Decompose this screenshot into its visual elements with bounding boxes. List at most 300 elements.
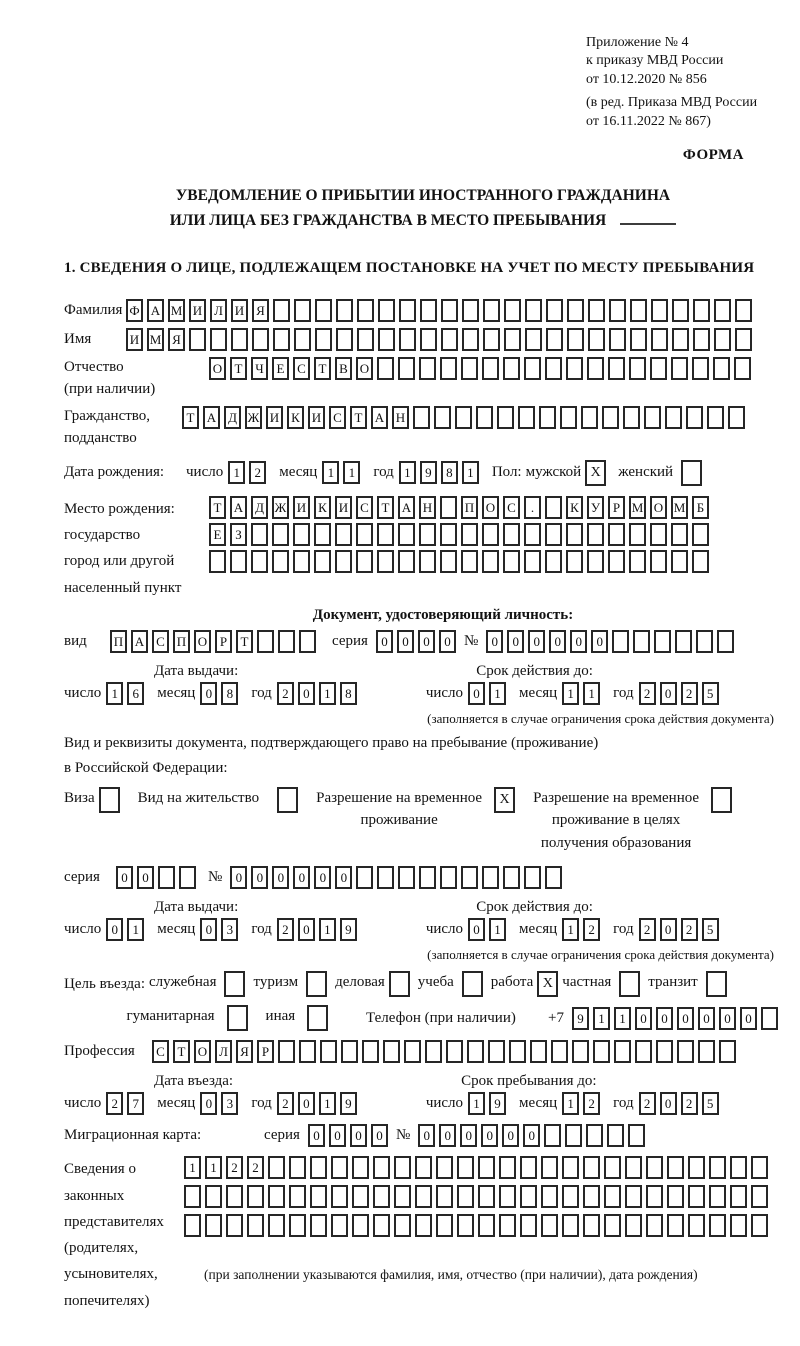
phone-cell[interactable]: 0 <box>677 1007 694 1030</box>
profession-cell[interactable] <box>572 1040 589 1063</box>
legal-reps-cell[interactable] <box>625 1214 642 1237</box>
purpose-private-checkbox[interactable] <box>619 971 640 997</box>
surname-cell[interactable]: Я <box>252 299 269 322</box>
doc-valid-year-cell[interactable]: 2 <box>681 682 698 705</box>
citizenship-cell[interactable]: Ж <box>245 406 262 429</box>
legal-reps-cell[interactable] <box>331 1156 348 1179</box>
res-valid-month-cell[interactable]: 2 <box>583 918 600 941</box>
legal-reps-cell[interactable] <box>352 1156 369 1179</box>
doc-type-cell[interactable]: С <box>152 630 169 653</box>
legal-reps-cell[interactable] <box>394 1156 411 1179</box>
birth-place-cell[interactable]: С <box>503 496 520 519</box>
legal-reps-cell[interactable] <box>688 1214 705 1237</box>
legal-reps-cell[interactable] <box>457 1214 474 1237</box>
birth-year-cell[interactable]: 1 <box>462 461 479 484</box>
profession-cell[interactable] <box>551 1040 568 1063</box>
surname-cell[interactable] <box>693 299 710 322</box>
citizenship-cell[interactable]: Т <box>350 406 367 429</box>
res-series-cell[interactable]: 0 <box>137 866 154 889</box>
entry-day-cell[interactable]: 7 <box>127 1092 144 1115</box>
phone-cell[interactable]: 0 <box>635 1007 652 1030</box>
profession-cell[interactable] <box>719 1040 736 1063</box>
doc-valid-day-cell[interactable]: 1 <box>489 682 506 705</box>
legal-reps-cell[interactable] <box>667 1156 684 1179</box>
surname-cell[interactable] <box>315 299 332 322</box>
res-number-cell[interactable] <box>461 866 478 889</box>
legal-reps-cell[interactable] <box>688 1185 705 1208</box>
citizenship-cell[interactable] <box>455 406 472 429</box>
profession-cell[interactable] <box>299 1040 316 1063</box>
purpose-transit-checkbox-cell[interactable] <box>706 971 727 997</box>
firstname-cell[interactable] <box>336 328 353 351</box>
birth-day-cell[interactable]: 2 <box>249 461 266 484</box>
firstname-cell[interactable]: Я <box>168 328 185 351</box>
birth-year-cell[interactable]: 8 <box>441 461 458 484</box>
purpose-official-checkbox-cell[interactable] <box>224 971 245 997</box>
doc-type-cell[interactable]: Т <box>236 630 253 653</box>
res-series-cell[interactable] <box>158 866 175 889</box>
purpose-other-checkbox[interactable] <box>307 1005 328 1031</box>
doc-issue-day-cell[interactable]: 1 <box>106 682 123 705</box>
legal-reps-cell[interactable] <box>394 1214 411 1237</box>
birth-place-cell[interactable] <box>293 523 310 546</box>
birth-place-cell[interactable] <box>440 550 457 573</box>
patronymic-cell[interactable]: С <box>293 357 310 380</box>
doc-issue-year-cell[interactable]: 8 <box>340 682 357 705</box>
birth-place-cell[interactable] <box>650 523 667 546</box>
patronymic-cell[interactable] <box>671 357 688 380</box>
birth-place-cell[interactable]: К <box>314 496 331 519</box>
legal-reps-cell[interactable] <box>646 1214 663 1237</box>
doc-number-cell[interactable] <box>654 630 671 653</box>
legal-reps-cell[interactable] <box>436 1185 453 1208</box>
residence-permit-checkbox-cell[interactable] <box>277 787 298 813</box>
legal-reps-cell[interactable] <box>289 1185 306 1208</box>
birth-place-cell[interactable] <box>608 523 625 546</box>
res-number-cell[interactable] <box>503 866 520 889</box>
birth-place-cell[interactable] <box>524 523 541 546</box>
citizenship-cell[interactable]: А <box>203 406 220 429</box>
migration-number-cell[interactable] <box>607 1124 624 1147</box>
legal-reps-cell[interactable] <box>331 1214 348 1237</box>
profession-cell[interactable] <box>677 1040 694 1063</box>
legal-reps-cell[interactable] <box>562 1185 579 1208</box>
firstname-cell[interactable] <box>651 328 668 351</box>
migration-number-cell[interactable]: 0 <box>460 1124 477 1147</box>
patronymic-cell[interactable]: Т <box>230 357 247 380</box>
legal-reps-cell[interactable] <box>583 1214 600 1237</box>
birth-place-cell[interactable]: С <box>356 496 373 519</box>
doc-type-cell[interactable] <box>278 630 295 653</box>
legal-reps-cell[interactable] <box>730 1214 747 1237</box>
firstname-cell[interactable] <box>189 328 206 351</box>
patronymic-cell[interactable] <box>398 357 415 380</box>
purpose-tourism-checkbox-cell[interactable] <box>306 971 327 997</box>
legal-reps-cell[interactable] <box>268 1156 285 1179</box>
patronymic-cell[interactable] <box>734 357 751 380</box>
doc-number-cell[interactable]: 0 <box>507 630 524 653</box>
migration-number-cell[interactable] <box>544 1124 561 1147</box>
patronymic-cell[interactable] <box>692 357 709 380</box>
surname-cell[interactable] <box>567 299 584 322</box>
birth-place-cell[interactable] <box>461 523 478 546</box>
citizenship-cell[interactable]: А <box>371 406 388 429</box>
firstname-cell[interactable] <box>357 328 374 351</box>
surname-cell[interactable]: Л <box>210 299 227 322</box>
profession-cell[interactable] <box>614 1040 631 1063</box>
doc-number-cell[interactable]: 0 <box>570 630 587 653</box>
legal-reps-cell[interactable]: 1 <box>205 1156 222 1179</box>
patronymic-cell[interactable]: Ч <box>251 357 268 380</box>
legal-reps-cell[interactable] <box>268 1214 285 1237</box>
stay-year-cell[interactable]: 2 <box>639 1092 656 1115</box>
citizenship-cell[interactable] <box>497 406 514 429</box>
birth-month-cell[interactable]: 1 <box>343 461 360 484</box>
entry-year-cell[interactable]: 2 <box>277 1092 294 1115</box>
patronymic-cell[interactable] <box>587 357 604 380</box>
birth-place-cell[interactable]: З <box>230 523 247 546</box>
birth-place-cell[interactable] <box>272 550 289 573</box>
legal-reps-cell[interactable] <box>478 1185 495 1208</box>
birth-place-cell[interactable] <box>545 496 562 519</box>
profession-cell[interactable] <box>404 1040 421 1063</box>
firstname-cell[interactable] <box>399 328 416 351</box>
birth-place-cell[interactable] <box>629 523 646 546</box>
patronymic-cell[interactable] <box>650 357 667 380</box>
res-number-cell[interactable] <box>377 866 394 889</box>
citizenship-cell[interactable] <box>728 406 745 429</box>
doc-type-cell[interactable]: О <box>194 630 211 653</box>
patronymic-cell[interactable] <box>545 357 562 380</box>
surname-cell[interactable] <box>672 299 689 322</box>
legal-reps-cell[interactable] <box>415 1156 432 1179</box>
birth-place-cell[interactable]: А <box>398 496 415 519</box>
doc-valid-year-cell[interactable]: 0 <box>660 682 677 705</box>
legal-reps-cell[interactable] <box>184 1214 201 1237</box>
firstname-cell[interactable] <box>609 328 626 351</box>
surname-cell[interactable] <box>525 299 542 322</box>
firstname-cell[interactable] <box>546 328 563 351</box>
res-valid-day-cell[interactable]: 1 <box>489 918 506 941</box>
citizenship-cell[interactable]: Д <box>224 406 241 429</box>
profession-cell[interactable] <box>593 1040 610 1063</box>
birth-place-cell[interactable] <box>482 550 499 573</box>
legal-reps-cell[interactable] <box>373 1156 390 1179</box>
profession-cell[interactable]: Л <box>215 1040 232 1063</box>
legal-reps-cell[interactable] <box>226 1214 243 1237</box>
legal-reps-cell[interactable] <box>604 1214 621 1237</box>
doc-issue-month-cell[interactable]: 8 <box>221 682 238 705</box>
surname-cell[interactable] <box>273 299 290 322</box>
birth-place-cell[interactable] <box>503 523 520 546</box>
entry-day-cell[interactable]: 2 <box>106 1092 123 1115</box>
legal-reps-cell[interactable] <box>352 1214 369 1237</box>
legal-reps-cell[interactable] <box>457 1156 474 1179</box>
doc-issue-day-cell[interactable]: 6 <box>127 682 144 705</box>
doc-series-cell[interactable]: 0 <box>397 630 414 653</box>
profession-cell[interactable] <box>467 1040 484 1063</box>
firstname-cell[interactable] <box>525 328 542 351</box>
purpose-tourism-checkbox[interactable] <box>306 971 327 997</box>
legal-reps-cell[interactable] <box>604 1156 621 1179</box>
birth-place-cell[interactable]: М <box>671 496 688 519</box>
visa-checkbox[interactable] <box>99 787 120 813</box>
firstname-cell[interactable] <box>504 328 521 351</box>
citizenship-cell[interactable] <box>476 406 493 429</box>
residence-permit-checkbox[interactable] <box>277 787 298 813</box>
legal-reps-cell[interactable] <box>352 1185 369 1208</box>
citizenship-cell[interactable] <box>581 406 598 429</box>
res-number-cell[interactable] <box>419 866 436 889</box>
profession-cell[interactable] <box>446 1040 463 1063</box>
surname-cell[interactable] <box>588 299 605 322</box>
patronymic-cell[interactable] <box>713 357 730 380</box>
visa-checkbox-cell[interactable] <box>99 787 120 813</box>
migration-number-cell[interactable] <box>586 1124 603 1147</box>
profession-cell[interactable]: Я <box>236 1040 253 1063</box>
doc-valid-year-cell[interactable]: 5 <box>702 682 719 705</box>
temp-residence-checkbox-cell[interactable]: X <box>494 787 515 813</box>
doc-issue-year-cell[interactable]: 2 <box>277 682 294 705</box>
legal-reps-cell[interactable] <box>457 1185 474 1208</box>
legal-reps-cell[interactable] <box>373 1185 390 1208</box>
birth-place-cell[interactable] <box>356 523 373 546</box>
legal-reps-cell[interactable] <box>373 1214 390 1237</box>
patronymic-cell[interactable] <box>461 357 478 380</box>
entry-month-cell[interactable]: 0 <box>200 1092 217 1115</box>
res-issue-year-cell[interactable]: 9 <box>340 918 357 941</box>
purpose-humanitarian-checkbox[interactable] <box>227 1005 248 1031</box>
firstname-cell[interactable] <box>273 328 290 351</box>
phone-cell[interactable]: 0 <box>698 1007 715 1030</box>
profession-cell[interactable]: О <box>194 1040 211 1063</box>
legal-reps-cell[interactable] <box>541 1156 558 1179</box>
legal-reps-cell[interactable] <box>667 1185 684 1208</box>
migration-number-cell[interactable] <box>628 1124 645 1147</box>
firstname-cell[interactable] <box>252 328 269 351</box>
firstname-cell[interactable] <box>672 328 689 351</box>
doc-series-cell[interactable]: 0 <box>418 630 435 653</box>
firstname-cell[interactable] <box>210 328 227 351</box>
firstname-cell[interactable]: М <box>147 328 164 351</box>
doc-issue-year-cell[interactable]: 0 <box>298 682 315 705</box>
legal-reps-cell[interactable] <box>205 1185 222 1208</box>
birth-place-cell[interactable] <box>692 523 709 546</box>
legal-reps-cell[interactable] <box>688 1156 705 1179</box>
migration-series-cell[interactable]: 0 <box>308 1124 325 1147</box>
doc-series-cell[interactable]: 0 <box>376 630 393 653</box>
citizenship-cell[interactable] <box>560 406 577 429</box>
citizenship-cell[interactable] <box>686 406 703 429</box>
stay-month-cell[interactable]: 2 <box>583 1092 600 1115</box>
citizenship-cell[interactable] <box>518 406 535 429</box>
birth-place-cell[interactable]: М <box>629 496 646 519</box>
legal-reps-cell[interactable] <box>604 1185 621 1208</box>
birth-place-cell[interactable] <box>608 550 625 573</box>
legal-reps-cell[interactable] <box>562 1214 579 1237</box>
legal-reps-cell[interactable] <box>499 1185 516 1208</box>
migration-series-cell[interactable]: 0 <box>350 1124 367 1147</box>
doc-number-cell[interactable] <box>612 630 629 653</box>
doc-number-cell[interactable]: 0 <box>549 630 566 653</box>
purpose-private-checkbox-cell[interactable] <box>619 971 640 997</box>
res-number-cell[interactable] <box>545 866 562 889</box>
firstname-cell[interactable] <box>693 328 710 351</box>
legal-reps-cell[interactable] <box>478 1214 495 1237</box>
res-valid-month-cell[interactable]: 1 <box>562 918 579 941</box>
phone-cell[interactable] <box>761 1007 778 1030</box>
birth-place-cell[interactable] <box>272 523 289 546</box>
birth-place-cell[interactable] <box>377 523 394 546</box>
surname-cell[interactable] <box>336 299 353 322</box>
doc-number-cell[interactable]: 0 <box>528 630 545 653</box>
surname-cell[interactable] <box>546 299 563 322</box>
legal-reps-cell[interactable] <box>499 1214 516 1237</box>
birth-place-cell[interactable] <box>398 550 415 573</box>
legal-reps-cell[interactable] <box>415 1214 432 1237</box>
legal-reps-cell[interactable] <box>415 1185 432 1208</box>
profession-cell[interactable] <box>341 1040 358 1063</box>
legal-reps-cell[interactable] <box>583 1156 600 1179</box>
doc-type-cell[interactable]: Р <box>215 630 232 653</box>
res-issue-month-cell[interactable]: 0 <box>200 918 217 941</box>
legal-reps-cell[interactable] <box>394 1185 411 1208</box>
res-issue-month-cell[interactable]: 3 <box>221 918 238 941</box>
surname-cell[interactable] <box>714 299 731 322</box>
purpose-official-checkbox[interactable] <box>224 971 245 997</box>
birth-place-cell[interactable] <box>356 550 373 573</box>
res-valid-year-cell[interactable]: 2 <box>681 918 698 941</box>
res-number-cell[interactable]: 0 <box>251 866 268 889</box>
birth-place-cell[interactable] <box>482 523 499 546</box>
birth-year-cell[interactable]: 1 <box>399 461 416 484</box>
firstname-cell[interactable] <box>483 328 500 351</box>
surname-cell[interactable]: Ф <box>126 299 143 322</box>
doc-type-cell[interactable] <box>257 630 274 653</box>
firstname-cell[interactable] <box>378 328 395 351</box>
purpose-transit-checkbox[interactable] <box>706 971 727 997</box>
birth-place-cell[interactable] <box>566 550 583 573</box>
res-number-cell[interactable]: 0 <box>335 866 352 889</box>
birth-place-cell[interactable] <box>419 523 436 546</box>
patronymic-cell[interactable]: О <box>209 357 226 380</box>
migration-number-cell[interactable]: 0 <box>502 1124 519 1147</box>
purpose-humanitarian-checkbox-cell[interactable] <box>227 1005 248 1031</box>
entry-year-cell[interactable]: 0 <box>298 1092 315 1115</box>
profession-cell[interactable] <box>278 1040 295 1063</box>
birth-place-cell[interactable] <box>314 523 331 546</box>
profession-cell[interactable] <box>362 1040 379 1063</box>
res-number-cell[interactable]: 0 <box>314 866 331 889</box>
citizenship-cell[interactable] <box>707 406 724 429</box>
legal-reps-cell[interactable] <box>646 1185 663 1208</box>
legal-reps-cell[interactable] <box>226 1185 243 1208</box>
profession-cell[interactable] <box>698 1040 715 1063</box>
surname-cell[interactable] <box>651 299 668 322</box>
birth-place-cell[interactable] <box>692 550 709 573</box>
doc-type-cell[interactable]: П <box>173 630 190 653</box>
birth-place-cell[interactable] <box>377 550 394 573</box>
patronymic-cell[interactable] <box>629 357 646 380</box>
legal-reps-cell[interactable] <box>436 1214 453 1237</box>
birth-place-cell[interactable] <box>251 523 268 546</box>
legal-reps-cell[interactable] <box>751 1214 768 1237</box>
res-number-cell[interactable]: 0 <box>230 866 247 889</box>
entry-year-cell[interactable]: 1 <box>319 1092 336 1115</box>
patronymic-cell[interactable] <box>482 357 499 380</box>
birth-year-cell[interactable]: 9 <box>420 461 437 484</box>
legal-reps-cell[interactable] <box>646 1156 663 1179</box>
citizenship-cell[interactable]: К <box>287 406 304 429</box>
birth-place-cell[interactable]: П <box>461 496 478 519</box>
res-series-cell[interactable] <box>179 866 196 889</box>
doc-number-cell[interactable] <box>633 630 650 653</box>
firstname-cell[interactable] <box>420 328 437 351</box>
stay-month-cell[interactable]: 1 <box>562 1092 579 1115</box>
legal-reps-cell[interactable] <box>730 1185 747 1208</box>
res-issue-year-cell[interactable]: 1 <box>319 918 336 941</box>
birth-place-cell[interactable] <box>566 523 583 546</box>
sex-male-checkbox[interactable] <box>585 460 606 486</box>
profession-cell[interactable] <box>635 1040 652 1063</box>
patronymic-cell[interactable]: В <box>335 357 352 380</box>
birth-place-cell[interactable] <box>503 550 520 573</box>
surname-cell[interactable] <box>462 299 479 322</box>
legal-reps-cell[interactable] <box>667 1214 684 1237</box>
doc-number-cell[interactable] <box>675 630 692 653</box>
phone-cell[interactable]: 1 <box>614 1007 631 1030</box>
purpose-study-checkbox[interactable] <box>462 971 483 997</box>
patronymic-cell[interactable] <box>608 357 625 380</box>
birth-place-cell[interactable]: Е <box>209 523 226 546</box>
birth-place-cell[interactable]: Т <box>377 496 394 519</box>
doc-number-cell[interactable]: 0 <box>486 630 503 653</box>
surname-cell[interactable] <box>294 299 311 322</box>
purpose-business-checkbox[interactable] <box>389 971 410 997</box>
surname-cell[interactable] <box>735 299 752 322</box>
firstname-cell[interactable] <box>588 328 605 351</box>
purpose-work-checkbox[interactable] <box>537 971 558 997</box>
citizenship-cell[interactable] <box>434 406 451 429</box>
res-valid-year-cell[interactable]: 5 <box>702 918 719 941</box>
patronymic-cell[interactable]: Е <box>272 357 289 380</box>
legal-reps-cell[interactable] <box>730 1156 747 1179</box>
legal-reps-cell[interactable] <box>541 1185 558 1208</box>
legal-reps-cell[interactable] <box>331 1185 348 1208</box>
legal-reps-cell[interactable] <box>247 1214 264 1237</box>
surname-cell[interactable] <box>399 299 416 322</box>
res-valid-day-cell[interactable]: 0 <box>468 918 485 941</box>
birth-place-cell[interactable]: Т <box>209 496 226 519</box>
birth-place-cell[interactable] <box>440 523 457 546</box>
profession-cell[interactable]: С <box>152 1040 169 1063</box>
patronymic-cell[interactable] <box>503 357 520 380</box>
doc-type-cell[interactable] <box>299 630 316 653</box>
citizenship-cell[interactable] <box>602 406 619 429</box>
doc-series-cell[interactable]: 0 <box>439 630 456 653</box>
patronymic-cell[interactable] <box>377 357 394 380</box>
doc-type-cell[interactable]: П <box>110 630 127 653</box>
birth-place-cell[interactable] <box>419 550 436 573</box>
birth-place-cell[interactable] <box>587 550 604 573</box>
citizenship-cell[interactable] <box>413 406 430 429</box>
purpose-business-checkbox-cell[interactable] <box>389 971 410 997</box>
surname-cell[interactable] <box>441 299 458 322</box>
legal-reps-cell[interactable] <box>520 1156 537 1179</box>
legal-reps-cell[interactable] <box>289 1156 306 1179</box>
migration-series-cell[interactable]: 0 <box>371 1124 388 1147</box>
surname-cell[interactable]: М <box>168 299 185 322</box>
